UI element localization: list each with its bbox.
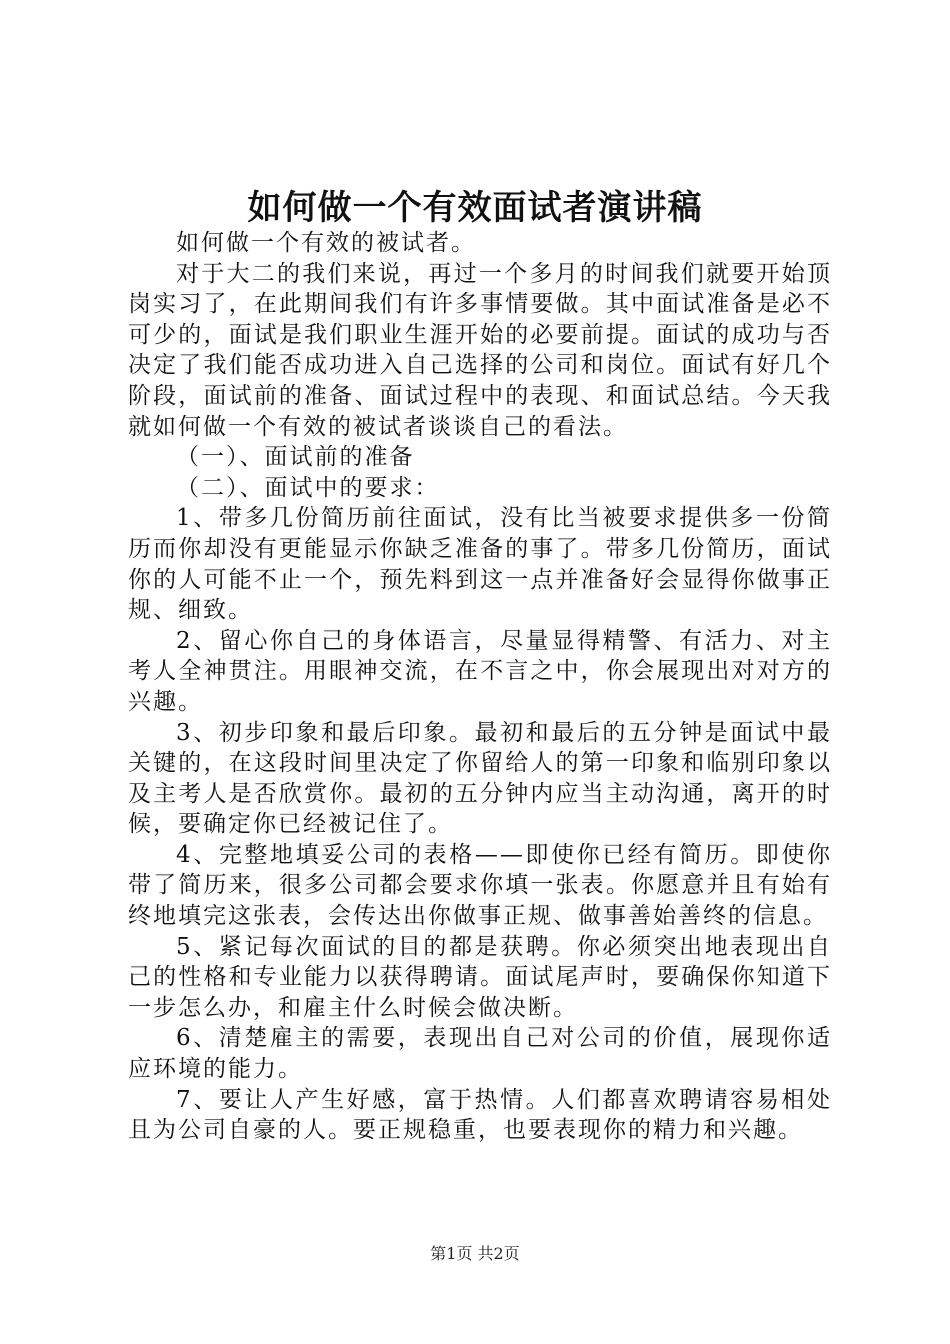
section-heading-2: （二）、面试中的要求： [176,474,440,501]
list-item-7: 7、要让人产生好感，富于热情。人们都喜欢聘请容易相处且为公司自豪的人。要正规稳重，也要表现你的精力和兴趣。 [128,1086,832,1144]
list-item-2: 2、留心你自己的身体语言，尽量显得精警、有活力、对主考人全神贯注。用眼神交流，在不言之中，你会展现出对对方的兴趣。 [128,627,832,715]
document-body [128,228,832,1146]
paragraph-background: 对于大二的我们来说，再过一个多月的时间我们就要开始顶岗实习了，在此期间我们有许多事情要做。其中面试准备是必不可少的，面试是我们职业生涯开始的必要前提。面试的成功与否决定了我们能否成功进入自己选择的公司和岗位。面试有好几个阶段，面试前的准备、面试过程中的表现、和面试总结。今天我就如何做一个有效的被试者谈谈自己的看法。 [128,260,832,440]
paragraph-intro: 如何做一个有效的被试者。 [176,230,476,256]
list-item-6: 6、清楚雇主的需要，表现出自己对公司的价值，展现你适应环境的能力。 [128,1025,832,1083]
list-item-4: 4、完整地填妥公司的表格——即使你已经有简历。即使你带了简历来，很多公司都会要求你填一张表。你愿意并且有始有终地填完这张表，会传达出你做事正规、做事善始善终的信息。 [128,841,832,930]
list-item-1: 1、带多几份简历前往面试，没有比当被要求提供多一份简历而你却没有更能显示你缺乏准备的事了。带多几份简历，面试你的人可能不止一个，预先料到这一点并准备好会显得你做事正规、细致。 [128,505,832,624]
document-title: 如何做一个有效面试者演讲稿 [247,188,703,228]
list-item-5: 5、紧记每次面试的目的都是获聘。你必须突出地表现出自己的性格和专业能力以获得聘请。面试尾声时，要确保你知道下一步怎么办，和雇主什么时候会做决断。 [128,933,832,1021]
section-heading-1: （一）、面试前的准备 [176,444,415,471]
page-footer: 第1页 共2页 [430,1244,520,1263]
list-item-3: 3、初步印象和最后印象。最初和最后的五分钟是面试中最关键的，在这段时间里决定了你留给人的第一印象和临别印象以及主考人是否欣赏你。最初的五分钟内应当主动沟通，离开的时候，要确定你已经被记住了。 [128,719,832,838]
